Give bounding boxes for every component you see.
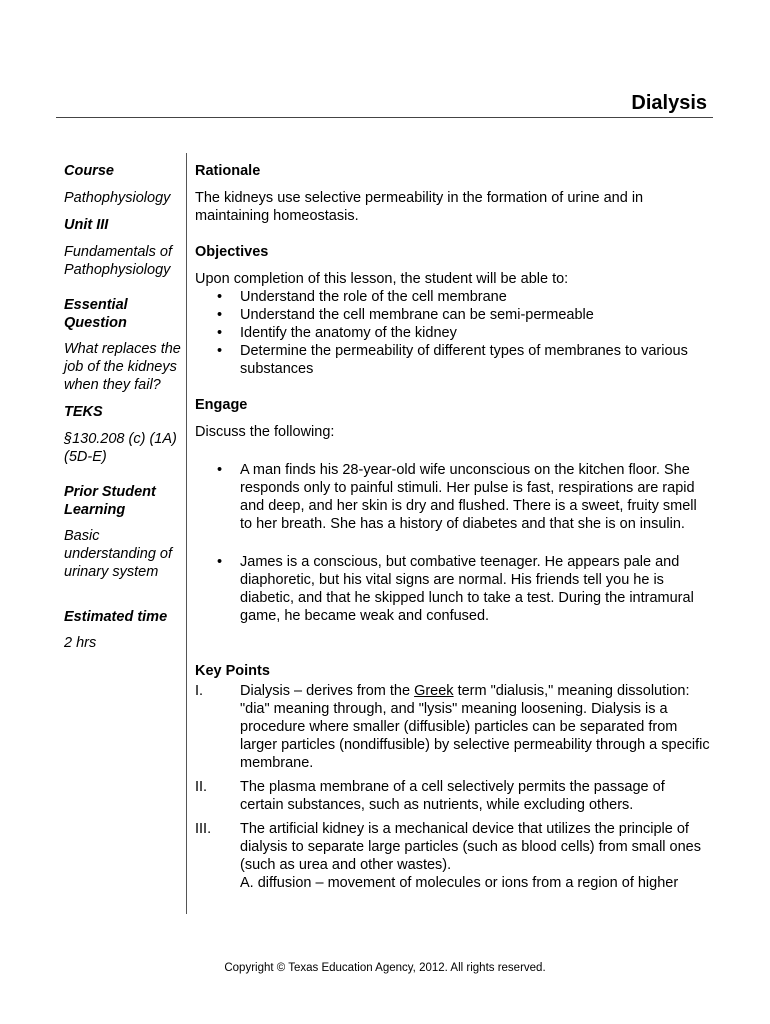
item-text: The plasma membrane of a cell selectively permits the passage of certain substances, such as nutrients, while excluding others. (240, 779, 665, 813)
title-divider (56, 117, 713, 118)
objectives-heading: Objectives (195, 244, 269, 260)
item-number: II. (195, 779, 208, 795)
unit-label: Unit III (64, 217, 109, 233)
essential-question-value: What replaces the job of the kidneys when they fail? (64, 341, 181, 393)
list-item (195, 778, 710, 814)
key-points-list (195, 682, 710, 892)
objectives-intro: Upon completion of this lesson, the student will be able to: (195, 271, 569, 287)
list-item: • Identify the anatomy of the kidney (195, 324, 710, 342)
rationale-heading: Rationale (195, 163, 261, 179)
course-value: Pathophysiology (64, 190, 171, 206)
teks-label: TEKS (64, 404, 103, 420)
key-points-heading: Key Points (195, 663, 270, 679)
list-item: • Understand the cell membrane can be semi-permeable (195, 306, 710, 324)
list-item: • A man finds his 28-year-old wife unconscious on the kitchen floor. She responds only to painful stimuli. Her pulse is fast, respirations are rapid and deep, and her skin is dry and flushed. There is a sweet, fruity smell to her breath. She has a history of diabetes and that she is on insulin. (195, 461, 710, 533)
main-content (195, 162, 710, 892)
engage-heading: Engage (195, 397, 248, 413)
list-item: • Determine the permeability of different types of membranes to various substances (195, 342, 710, 378)
copyright-footer: Copyright © Texas Education Agency, 2012. All rights reserved. (224, 962, 546, 974)
item-text: term "dialusis," meaning dissolution: "dia" meaning through, and "lysis" meaning loosening. Dialysis is a procedure where smaller (diffusible) particles can be separated from larger particles (nondiffusible) by selective permeability through a specific membrane. (240, 683, 710, 771)
engage-list (195, 461, 710, 625)
item-text: Dialysis – derives from the (240, 683, 415, 699)
list-item (195, 682, 710, 772)
objectives-list (195, 288, 710, 378)
engage-intro: Discuss the following: (195, 424, 335, 440)
sidebar (64, 162, 184, 652)
prior-learning-label: Prior Student Learning (64, 484, 156, 518)
teks-value: §130.208 (c) (1A) (5D-E) (64, 431, 177, 465)
list-item: • James is a conscious, but combative teenager. He appears pale and diaphoretic, but his vital signs are normal. His friends tell you he is diabetic, and that he skipped lunch to take a test. During the intramural game, he became weak and confused. (195, 553, 710, 625)
item-text: The artificial kidney is a mechanical device that utilizes the principle of dialysis to separate large particles (such as blood cells) from small ones (such as urea and other wastes). (240, 821, 701, 873)
prior-learning-value: Basic understanding of urinary system (64, 528, 173, 580)
list-item (195, 820, 710, 892)
item-number: I. (195, 683, 204, 699)
unit-value: Fundamentals of Pathophysiology (64, 244, 173, 278)
essential-question-label: Essential Question (64, 297, 128, 331)
column-divider (186, 153, 187, 914)
list-item: • Understand the role of the cell membrane (195, 288, 710, 306)
sub-item-text: A. diffusion – movement of molecules or ions from a region of higher (240, 875, 679, 891)
page-title: Dialysis (631, 92, 707, 114)
item-number: III. (195, 821, 212, 837)
rationale-text: The kidneys use selective permeability in the formation of urine and in maintaining homeostasis. (195, 190, 644, 224)
estimated-time-label: Estimated time (64, 609, 168, 625)
greek-link[interactable]: Greek (414, 683, 454, 699)
estimated-time-value: 2 hrs (64, 635, 97, 651)
course-label: Course (64, 163, 114, 179)
